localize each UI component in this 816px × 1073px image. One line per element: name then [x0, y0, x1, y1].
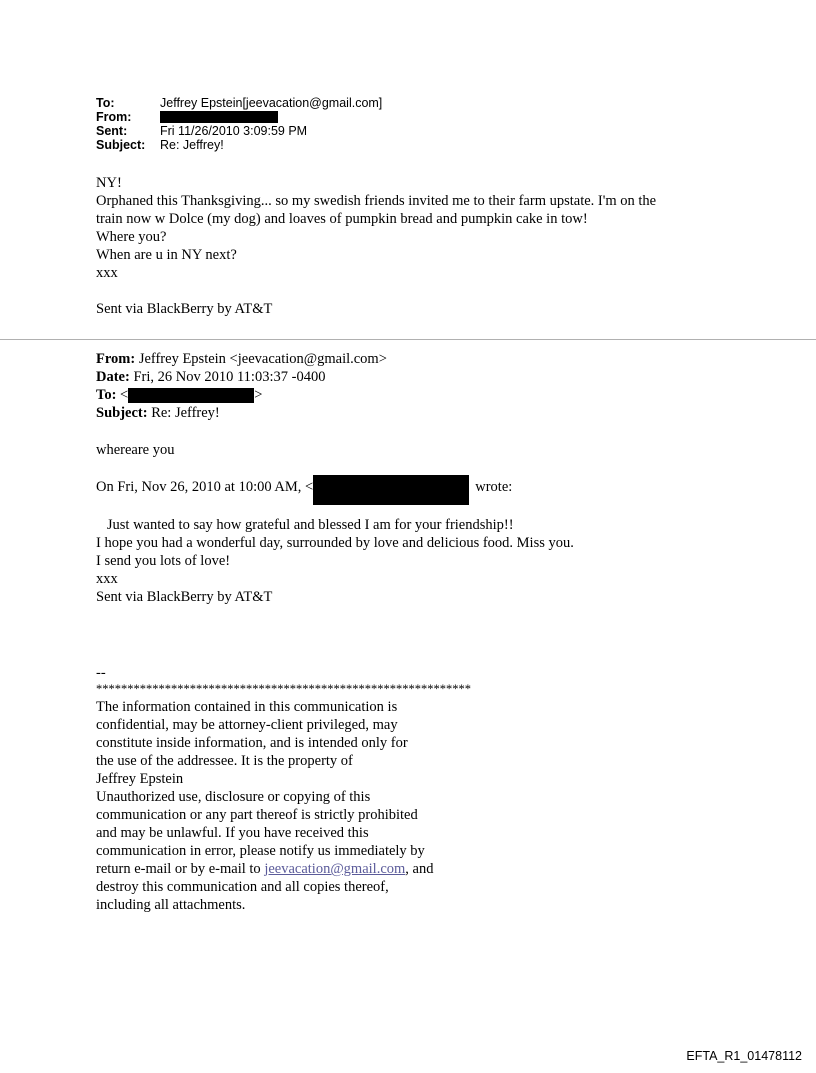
quoted-to-row	[96, 386, 387, 404]
subject-label: Subject:	[96, 138, 146, 152]
disclaimer-line: destroy this communication and all copies thereof,	[96, 879, 389, 895]
disclaimer-line: including all attachments.	[96, 897, 246, 913]
sent-value: Fri 11/26/2010 3:09:59 PM	[160, 124, 308, 138]
subject-row	[96, 138, 382, 152]
quoted-to-label: To:	[96, 387, 117, 403]
disclaimer-line: and may be unlawful. If you have received this	[96, 825, 369, 841]
email-prefix: return e-mail or by e-mail to	[96, 861, 265, 877]
wrote-line	[96, 478, 512, 505]
disclaimer-line: constitute inside information, and is intended only for	[96, 735, 408, 751]
divider	[0, 339, 816, 340]
quoted-line: Just wanted to say how grateful and blessed I am for your friendship!!	[96, 517, 514, 533]
wrote-prefix: On Fri, Nov 26, 2010 at 10:00 AM, <	[96, 479, 314, 495]
disclaimer-line: communication or any part thereof is strictly prohibited	[96, 807, 418, 823]
disclaimer-line: Jeffrey Epstein	[96, 771, 184, 787]
body-line: When are u in NY next?	[96, 247, 237, 263]
disclaimer-email-line	[96, 860, 471, 878]
quoted-from-value: Jeffrey Epstein <jeevacation@gmail.com>	[135, 351, 387, 367]
to-value: Jeffrey Epstein[jeevacation@gmail.com]	[160, 96, 383, 110]
disclaimer-line: confidential, may be attorney-client privileged, may	[96, 717, 398, 733]
from-label: From:	[96, 110, 132, 124]
body-line: train now w Dolce (my dog) and loaves of pumpkin bread and pumpkin cake in tow!	[96, 211, 588, 227]
body-line: NY!	[96, 175, 122, 191]
redaction-box	[128, 388, 254, 403]
disclaimer-line: the use of the addressee. It is the property of	[96, 753, 353, 769]
quoted-body	[96, 516, 574, 606]
email-header	[96, 96, 382, 152]
body-line: xxx	[96, 265, 118, 281]
quoted-subject-label: Subject:	[96, 405, 148, 421]
document-id: EFTA_R1_01478112	[686, 1049, 802, 1063]
disclaimer-line: Unauthorized use, disclosure or copying of this	[96, 789, 371, 805]
sent-row	[96, 124, 382, 138]
quoted-subject-row	[96, 404, 387, 422]
subject-value: Re: Jeffrey!	[160, 138, 224, 152]
quoted-line: I send you lots of love!	[96, 553, 231, 569]
body-line: Orphaned this Thanksgiving... so my swedish friends invited me to their farm upstate. I'm on the	[96, 193, 657, 209]
quoted-from-row	[96, 350, 387, 368]
email-link[interactable]: jeevacation@gmail.com	[264, 861, 406, 877]
quoted-to-suffix: >	[254, 387, 263, 403]
sent-label: Sent:	[96, 124, 128, 138]
quoted-date-row	[96, 368, 387, 386]
disclaimer-line: communication in error, please notify us immediately by	[96, 843, 425, 859]
quoted-line: Sent via BlackBerry by AT&T	[96, 589, 273, 605]
quoted-date-label: Date:	[96, 369, 130, 385]
quoted-subject-value: Re: Jeffrey!	[147, 405, 220, 421]
signature: Sent via BlackBerry by AT&T	[96, 301, 273, 317]
reply-text	[96, 441, 175, 459]
redaction-box	[160, 111, 278, 123]
body-line: Where you?	[96, 229, 167, 245]
disclaimer-line: The information contained in this communication is	[96, 699, 398, 715]
to-row	[96, 96, 382, 110]
quoted-line: xxx	[96, 571, 118, 587]
wrote-suffix: wrote:	[475, 479, 513, 495]
message-body	[96, 174, 656, 318]
sig-dash: --	[96, 665, 106, 681]
to-label: To:	[96, 96, 115, 110]
quoted-from-label: From:	[96, 351, 136, 367]
redaction-box	[313, 475, 469, 505]
quoted-line: I hope you had a wonderful day, surrounded by love and delicious food. Miss you.	[96, 535, 574, 551]
quoted-to-prefix: <	[116, 387, 129, 403]
quoted-date-value: Fri, 26 Nov 2010 11:03:37 -0400	[129, 369, 326, 385]
email-suffix: , and	[405, 861, 434, 877]
quoted-header	[96, 350, 387, 422]
reply-line: whereare you	[96, 442, 175, 458]
stars-line: ************************************************************	[96, 682, 471, 696]
from-row	[96, 110, 382, 124]
disclaimer	[96, 664, 471, 914]
